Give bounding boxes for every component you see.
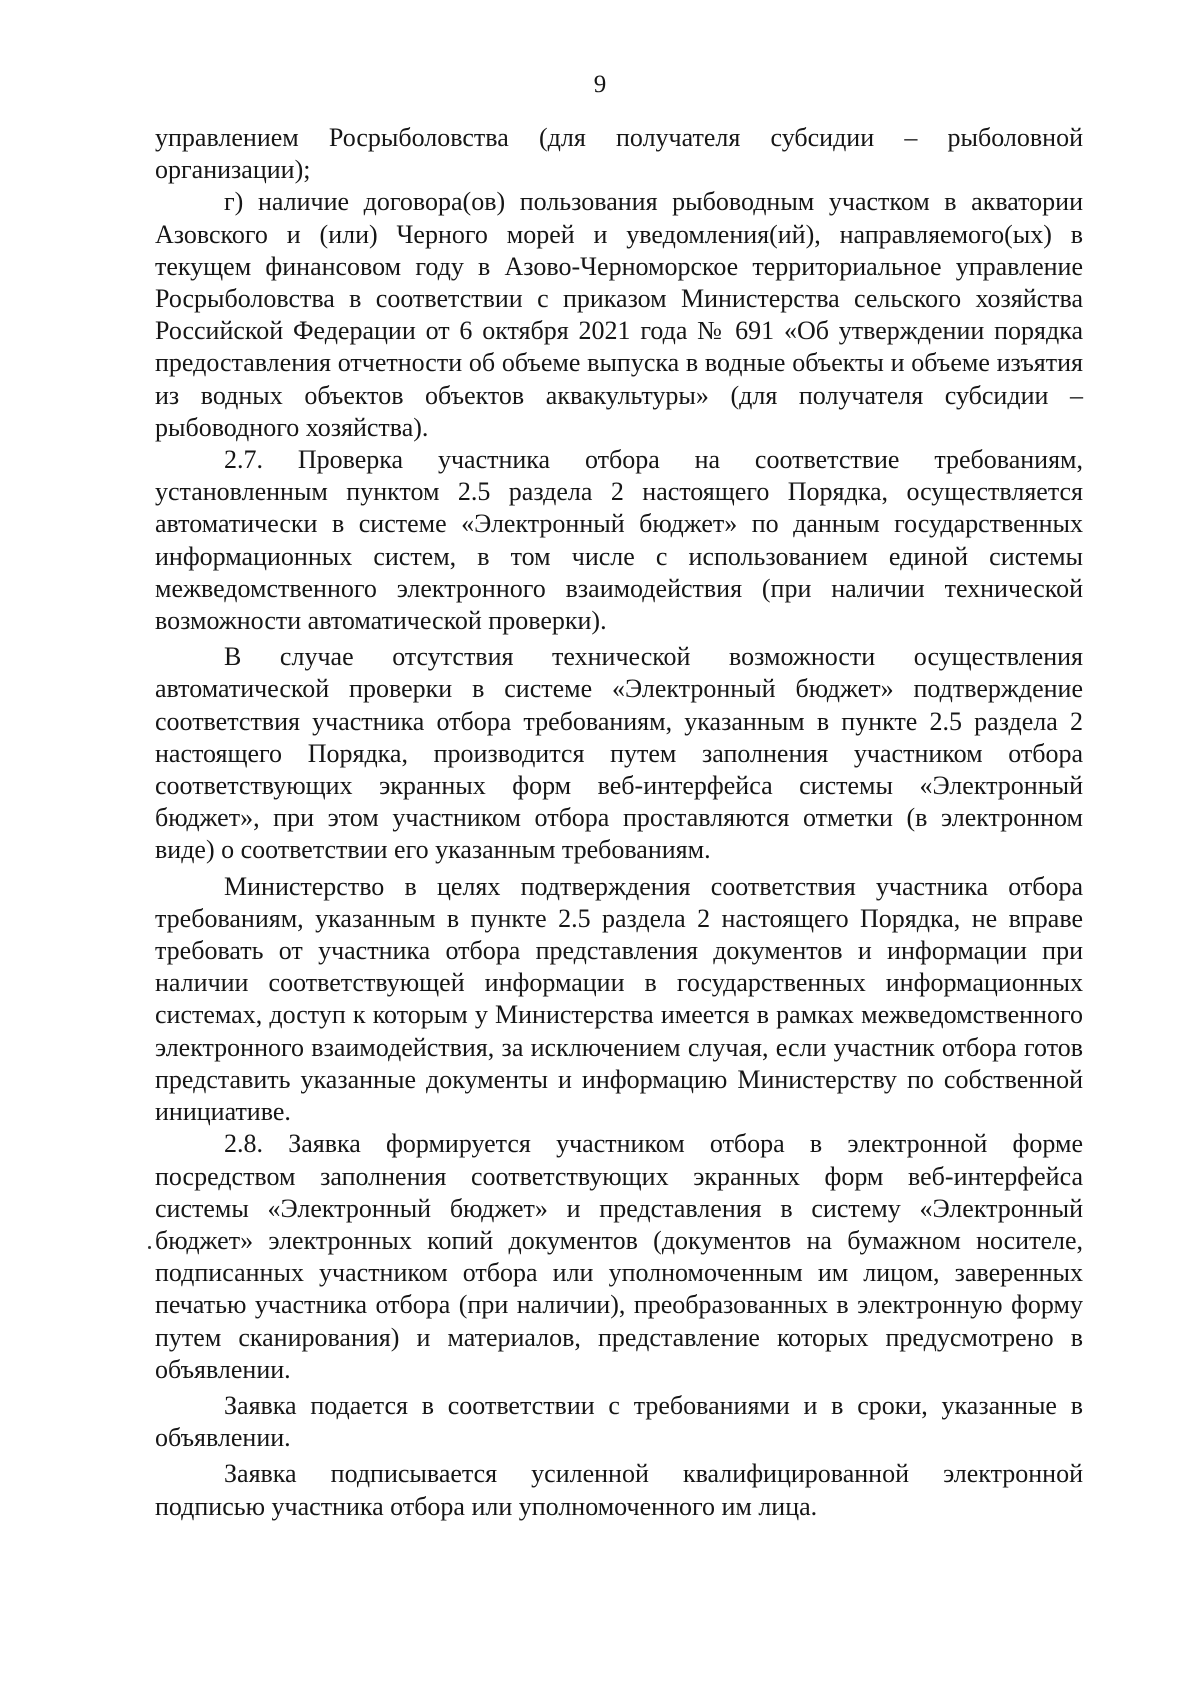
paragraph-no-technical-possibility: В случае отсутствия технической возможности осуществления автоматической проверки в системе «Электронный бюджет» подтверждение соответствия участника отбора требованиям, указанным в пункте 2.5 раздела 2 настоящего Порядка, производится путем заполнения участником отбора соответствующих экранных форм веб-интерфейса системы «Электронный бюджет», при этом участником отбора проставляются отметки (в электронном виде) о соответствии его указанным требованиям. [155,642,1083,865]
paragraph-2-7: 2.7. Проверка участника отбора на соответствие требованиям, установленным пунктом 2.5 раздела 2 настоящего Порядка, осуществляется автоматически в системе «Электронный бюджет» по данным государственных информационных систем, в том числе с использованием единой системы межведомственного электронного взаимодействия (при наличии технической возможности автоматической проверки). [155,445,1083,636]
page-number: 9 [593,71,607,98]
document-body [155,122,1083,1523]
paragraph-item-g: г) наличие договора(ов) пользования рыбоводным участком в акватории Азовского и (или) Черного морей и уведомления(ий), направляемого(ых) в текущем финансовом году в Азово-Черноморское территориальное управление Росрыболовства в соответствии с приказом Министерства сельского хозяйства Российской Федерации от 6 октября 2021 года № 691 «Об утверждении порядка предоставления отчетности об объеме выпуска в водные объекты и объеме изъятия из водных объектов объектов аквакультуры» (для получателя субсидии – рыбоводного хозяйства). [155,187,1083,442]
paragraph-2-8: 2.8. Заявка формируется участником отбора в электронной форме посредством заполнения соответствующих экранных форм веб-интерфейса системы «Электронный бюджет» и представления в систему «Электронный бюджет» электронных копий документов (документов на бумажном носителе, подписанных участником отбора или уполномоченным им лицом, заверенных печатью участника отбора (при наличии), преобразованных в электронную форму путем сканирования) и материалов, представление которых предусмотрено в объявлении. [155,1129,1083,1384]
paragraph-ministry-rights: Министерство в целях подтверждения соответствия участника отбора требованиям, указанным в пункте 2.5 раздела 2 настоящего Порядка, не вправе требовать от участника отбора представления документов и информации при наличии соответствующей информации в государственных информационных системах, доступ к которым у Министерства имеется в рамках межведомственного электронного взаимодействия, за исключением случая, если участник отбора готов представить указанные документы и информацию Министерству по собственной инициативе. [155,871,1083,1127]
scan-dot-mark [148,1246,151,1249]
paragraph-application-deadline: Заявка подается в соответствии с требованиями и в сроки, указанные в объявлении. [155,1390,1083,1453]
paragraph-application-signature: Заявка подписывается усиленной квалифицированной электронной подписью участника отбора или уполномоченного им лица. [155,1459,1083,1521]
paragraph-continuation: управлением Росрыболовства (для получателя субсидии – рыболовной организации); [155,123,1083,185]
